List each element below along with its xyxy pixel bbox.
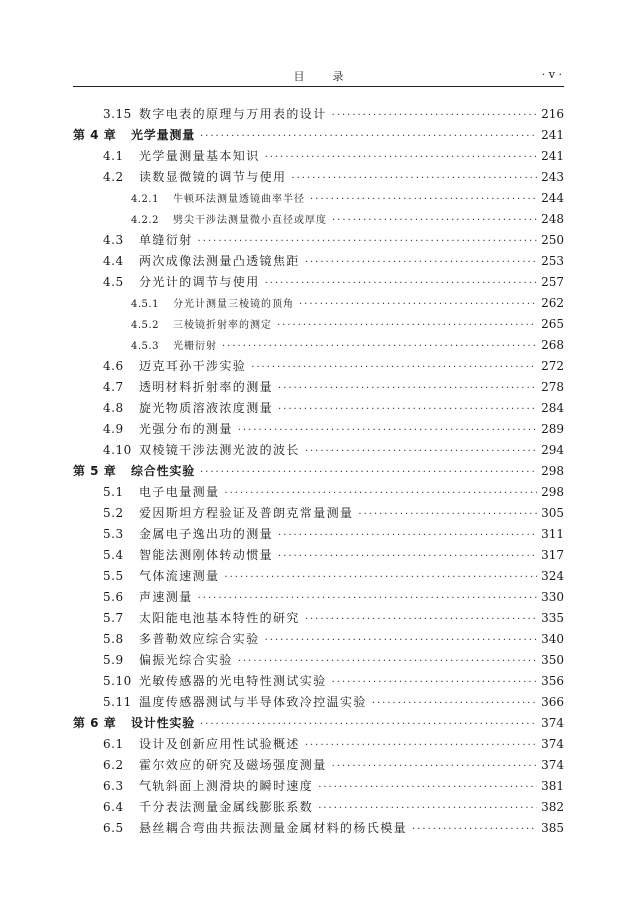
toc-dot-leader [318,777,537,798]
toc-entry-subsection[interactable] [73,335,564,356]
toc-entry-section[interactable] [73,671,564,692]
toc-entry-title: 光敏传感器的光电特性测试实验 [139,674,327,688]
toc-entry-page-number: 262 [541,296,564,310]
toc-dot-leader [278,399,537,420]
toc-entry-number: 4.5.2 [131,320,159,331]
toc-entry-page-number: 374 [541,737,564,751]
toc-entry-page-number: 272 [541,359,564,373]
toc-entry-section[interactable] [73,797,564,818]
toc-entry-number: 4.2 [103,170,124,184]
toc-entry-title: 爱因斯坦方程验证及普朗克常量测量 [139,506,354,520]
toc-entry-title: 读数显微镜的调节与使用 [139,170,287,184]
running-header [73,68,564,87]
toc-entry-section[interactable] [73,251,564,272]
toc-entry-section[interactable] [73,608,564,629]
toc-entry-chapter[interactable] [73,125,564,146]
toc-dot-leader [332,210,537,231]
toc-entry-section[interactable] [73,419,564,440]
toc-dot-leader [332,672,537,693]
toc-entry-page-number: 216 [541,107,564,121]
toc-entry-page-number: 284 [541,401,564,415]
toc-entry-section[interactable] [73,482,564,503]
toc-entry-section[interactable] [73,230,564,251]
toc-entry-section[interactable] [73,524,564,545]
toc-entry-number: 4.2.2 [131,215,159,226]
toc-entry-number: 5.7 [103,611,124,625]
toc-dot-leader [358,504,537,525]
toc-entry-title: 电子电量测量 [139,485,220,499]
toc-entry-page-number: 350 [541,653,564,667]
toc-dot-leader [318,798,537,819]
toc-entry-number: 4.8 [103,401,124,415]
toc-entry-page-number: 253 [541,254,564,268]
toc-entry-number: 4.2.1 [131,194,159,205]
toc-entry-title: 多普勒效应综合实验 [139,632,260,646]
toc-entry-page-number: 385 [541,821,564,835]
toc-entry-page-number: 243 [541,170,564,184]
toc-dot-leader [200,462,537,483]
toc-entry-section[interactable] [73,398,564,419]
toc-entry-number: 第 6 章 [73,716,117,730]
toc-entry-section[interactable] [73,692,564,713]
toc-entry-page-number: 250 [541,233,564,247]
toc-dot-leader [224,483,537,504]
toc-dot-leader [299,294,537,315]
toc-dot-leader [265,147,537,168]
toc-dot-leader [238,420,537,441]
toc-entry-page-number: 298 [541,464,564,478]
toc-dot-leader [305,252,537,273]
toc-entry-page-number: 241 [541,128,564,142]
toc-dot-leader [305,609,537,630]
toc-entry-subsection[interactable] [73,188,564,209]
toc-entry-title: 智能法测刚体转动惯量 [139,548,274,562]
toc-entry-number: 4.5.1 [131,299,159,310]
toc-entry-number: 6.4 [103,800,124,814]
toc-entry-title: 霍尔效应的研究及磁场强度测量 [139,758,327,772]
toc-entry-page-number: 248 [541,212,564,226]
toc-dot-leader [238,651,537,672]
toc-entry-section[interactable] [73,104,564,125]
toc-entry-title: 光学量测量基本知识 [139,149,260,163]
toc-entry-subsection[interactable] [73,314,564,335]
running-header-page-number: · v · [541,68,562,81]
toc-entry-chapter[interactable] [73,713,564,734]
toc-dot-leader [198,588,537,609]
toc-entry-section[interactable] [73,755,564,776]
toc-entry-page-number: 305 [541,506,564,520]
toc-entry-page-number: 241 [541,149,564,163]
toc-entry-title: 综合性实验 [131,464,196,478]
toc-entry-title: 气体流速测量 [139,569,220,583]
toc-entry-subsection[interactable] [73,293,564,314]
toc-entry-title: 声速测量 [139,590,193,604]
toc-entry-number: 5.6 [103,590,124,604]
toc-entry-title: 光学量测量 [131,128,196,142]
toc-dot-leader [265,273,537,294]
toc-entry-title: 旋光物质溶液浓度测量 [139,401,274,415]
toc-entry-page-number: 294 [541,443,564,457]
toc-entry-page-number: 268 [541,338,564,352]
toc-entry-page-number: 374 [541,716,564,730]
toc-dot-leader [412,819,537,840]
toc-entry-page-number: 278 [541,380,564,394]
toc-dot-leader [332,105,537,126]
toc-entry-number: 第 4 章 [73,128,117,142]
toc-entry-title: 设计及创新应用性试验概述 [139,737,300,751]
toc-entry-section[interactable] [73,146,564,167]
toc-entry-section[interactable] [73,734,564,755]
toc-entry-title: 偏振光综合实验 [139,653,233,667]
toc-entry-page-number: 289 [541,422,564,436]
toc-entry-title: 分光计的调节与使用 [139,275,260,289]
toc-entry-page-number: 381 [541,779,564,793]
toc-entry-number: 3.15 [103,107,132,121]
toc-entry-number: 4.4 [103,254,124,268]
toc-dot-leader [291,168,537,189]
toc-entry-number: 5.1 [103,485,124,499]
toc-dot-leader [265,630,537,651]
toc-entry-number: 4.5 [103,275,124,289]
toc-dot-leader [310,189,537,210]
toc-dot-leader [224,567,537,588]
table-of-contents [73,104,564,839]
toc-entry-title: 两次成像法测量凸透镜焦距 [139,254,300,268]
toc-entry-number: 6.5 [103,821,124,835]
toc-entry-title: 太阳能电池基本特性的研究 [139,611,300,625]
toc-entry-number: 5.10 [103,674,132,688]
toc-entry-section[interactable] [73,818,564,839]
toc-entry-number: 4.3 [103,233,124,247]
toc-entry-title: 牛顿环法测量透镜曲率半径 [173,194,305,205]
toc-entry-title: 分光计测量三棱镜的顶角 [173,299,294,310]
toc-entry-section[interactable] [73,440,564,461]
toc-entry-section[interactable] [73,629,564,650]
toc-entry-title: 透明材料折射率的测量 [139,380,274,394]
toc-dot-leader [278,525,537,546]
toc-dot-leader [222,336,537,357]
toc-entry-section[interactable] [73,272,564,293]
toc-entry-title: 设计性实验 [131,716,196,730]
toc-entry-title: 数字电表的原理与万用表的设计 [139,107,327,121]
toc-entry-number: 4.6 [103,359,124,373]
toc-entry-page-number: 311 [541,527,564,541]
toc-entry-page-number: 317 [541,548,564,562]
toc-entry-section[interactable] [73,650,564,671]
toc-entry-page-number: 382 [541,800,564,814]
toc-entry-title: 温度传感器测试与半导体致冷控温实验 [139,695,367,709]
toc-entry-page-number: 335 [541,611,564,625]
toc-entry-number: 6.2 [103,758,124,772]
toc-entry-title: 单缝衍射 [139,233,193,247]
toc-dot-leader [200,714,537,735]
toc-entry-number: 第 5 章 [73,464,117,478]
toc-entry-number: 4.5.3 [131,341,159,352]
toc-entry-page-number: 366 [541,695,564,709]
toc-entry-title: 千分表法测量金属线膨胀系数 [139,800,314,814]
toc-dot-leader [278,378,537,399]
toc-entry-page-number: 257 [541,275,564,289]
toc-entry-number: 4.7 [103,380,124,394]
toc-entry-title: 光强分布的测量 [139,422,233,436]
toc-entry-section[interactable] [73,503,564,524]
toc-entry-number: 6.1 [103,737,124,751]
toc-entry-number: 4.1 [103,149,124,163]
toc-entry-number: 5.9 [103,653,124,667]
toc-entry-page-number: 265 [541,317,564,331]
toc-entry-subsection[interactable] [73,209,564,230]
toc-entry-title: 三棱镜折射率的测定 [173,320,272,331]
toc-entry-section[interactable] [73,776,564,797]
toc-dot-leader [278,546,537,567]
running-header-title: 目录 [293,70,372,83]
toc-entry-title: 劈尖干涉法测量微小直径或厚度 [173,215,327,226]
toc-entry-title: 光栅衍射 [173,341,217,352]
toc-entry-number: 5.8 [103,632,124,646]
toc-entry-number: 5.3 [103,527,124,541]
toc-entry-page-number: 244 [541,191,564,205]
toc-entry-title: 迈克耳孙干涉实验 [139,359,247,373]
toc-entry-number: 6.3 [103,779,124,793]
toc-entry-page-number: 330 [541,590,564,604]
toc-dot-leader [251,357,537,378]
toc-entry-number: 4.10 [103,443,132,457]
toc-dot-leader [305,441,537,462]
toc-entry-page-number: 374 [541,758,564,772]
toc-entry-page-number: 324 [541,569,564,583]
toc-entry-number: 5.11 [103,695,132,709]
toc-entry-number: 4.9 [103,422,124,436]
toc-entry-section[interactable] [73,377,564,398]
toc-dot-leader [332,756,537,777]
toc-entry-section[interactable] [73,545,564,566]
toc-entry-section[interactable] [73,356,564,377]
toc-entry-page-number: 340 [541,632,564,646]
toc-dot-leader [305,735,537,756]
toc-entry-page-number: 298 [541,485,564,499]
toc-entry-section[interactable] [73,587,564,608]
toc-entry-title: 双棱镜干涉法测光波的波长 [139,443,300,457]
toc-entry-title: 气轨斜面上测滑块的瞬时速度 [139,779,314,793]
toc-entry-page-number: 356 [541,674,564,688]
toc-dot-leader [198,231,537,252]
toc-dot-leader [200,126,537,147]
toc-entry-number: 5.4 [103,548,124,562]
toc-dot-leader [277,315,537,336]
toc-entry-title: 悬丝耦合弯曲共振法测量金属材料的杨氏模量 [139,821,408,835]
toc-entry-chapter[interactable] [73,461,564,482]
toc-entry-number: 5.5 [103,569,124,583]
toc-entry-section[interactable] [73,167,564,188]
toc-entry-title: 金属电子逸出功的测量 [139,527,274,541]
toc-entry-section[interactable] [73,566,564,587]
toc-dot-leader [372,693,537,714]
toc-entry-number: 5.2 [103,506,124,520]
